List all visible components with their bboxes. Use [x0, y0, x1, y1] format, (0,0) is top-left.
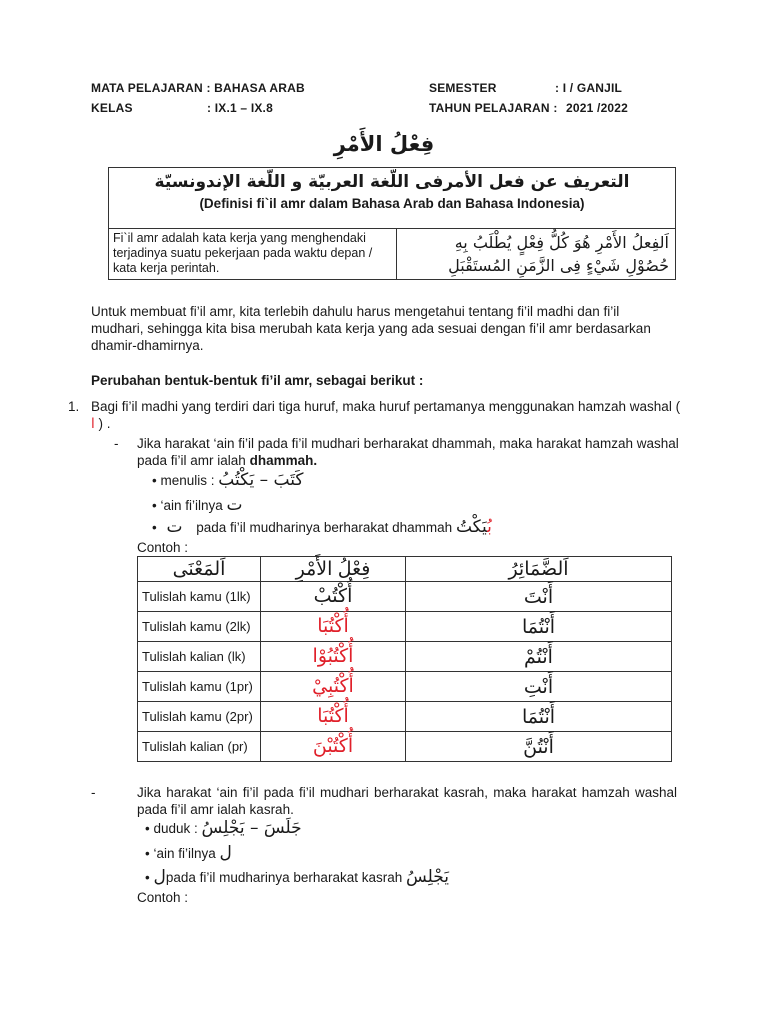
cell-meaning: Tulislah kalian (lk) — [138, 642, 261, 672]
table-header-row — [138, 557, 672, 582]
bullet-arabic: ت — [226, 495, 243, 515]
year-value: 2021 /2022 — [566, 101, 629, 115]
cell-amr — [261, 612, 406, 642]
definition-id-text: Fi`il amr adalah kata kerja yang menghendaki terjadinya suatu pekerjaan pada waktu depan / kata kerja perintah. — [113, 231, 373, 275]
cell-amr — [261, 582, 406, 612]
definition-heading-cell — [109, 168, 676, 229]
point1-end: ) . — [98, 416, 111, 431]
table-row — [138, 732, 672, 762]
definition-ar-line1: اَلفِعلُ الأَمْرِ هُوَ كُلُّ فِعْلٍ يُطْلَبُ بِهِ — [454, 233, 669, 252]
rule1-contoh: Contoh : — [137, 540, 189, 555]
bullet-label: menulis : — [160, 473, 215, 488]
cell-amr — [261, 732, 406, 762]
rule1-dash: - — [114, 436, 119, 451]
bullet-arabic-lead: ل — [153, 867, 166, 887]
bullet-arabic-red: بُ — [487, 517, 492, 537]
cell-amr — [261, 672, 406, 702]
rule1-bullet-1: • menulis : كَتَبَ – يَكْتُبُ — [152, 470, 304, 490]
rule1-bullet-3: • ت pada fi’il mudharinya berharakat dhammah بُيَكْتُ — [152, 517, 492, 537]
header-meaning: اَلمَعْنَى — [138, 557, 261, 582]
section-heading: Perubahan bentuk-bentuk fi’il amr, sebagai berikut : — [91, 373, 424, 388]
rule2-dash: - — [91, 785, 96, 800]
table-row — [138, 702, 672, 732]
table-row — [138, 672, 672, 702]
definition-id-cell — [109, 229, 397, 280]
year-label: TAHUN PELAJARAN : — [429, 101, 558, 115]
cell-meaning: Tulislah kalian (pr) — [138, 732, 261, 762]
cell-pronoun: أَنْتَ — [406, 582, 672, 612]
rule2-bullet-1: • duduk : جَلَسَ – يَجْلِسُ — [145, 818, 302, 838]
cell-meaning: Tulislah kamu (2pr) — [138, 702, 261, 732]
definition-table — [108, 167, 676, 280]
header-amr: فِعْلُ الأَمْرِ — [261, 557, 406, 582]
class-value: : IX.1 – IX.8 — [207, 101, 273, 115]
bullet-label: pada fi’il mudharinya berharakat kasrah — [165, 870, 403, 885]
intro-paragraph: Untuk membuat fi’il amr, kita terlebih dahulu harus mengetahui tentang fi’il madhi dan fi’il mudhari, sehingga kita bisa merubah kata kerja yang ada sesuai dengan fi’il amr berdasarkan dhamir-dhamirnya. — [91, 304, 651, 353]
semester-value: : I / GANJIL — [555, 81, 623, 95]
table-row — [138, 642, 672, 672]
amr-word: أُكْتُبْ — [313, 585, 353, 607]
cell-pronoun: أَنْتُمْ — [406, 642, 672, 672]
subject-label: MATA PELAJARAN : BAHASA ARAB — [91, 81, 305, 95]
header-pronoun: اَلضَّمَائِرُ — [406, 557, 672, 582]
amr-word: أُكْتُبَا — [317, 615, 349, 637]
rule2-bullet-2: • ‘ain fi’ilnya ل — [145, 843, 232, 863]
cell-pronoun: أَنْتِ — [406, 672, 672, 702]
bullet-arabic-stem: يَكْتُ — [455, 517, 488, 537]
amr-word: أُكْتُبُوْا — [312, 645, 354, 667]
point1-number: 1. — [68, 399, 80, 414]
bullet-arabic: ل — [219, 843, 232, 863]
rule2-text: Jika harakat ‘ain fi’il pada fi’il mudhari berharakat kasrah, maka harakat hamzah washal pada fi’il amr ialah kasrah. — [137, 785, 677, 817]
definition-heading-id: (Definisi fi`il amr dalam Bahasa Arab dan Bahasa Indonesia) — [199, 196, 585, 211]
table-row — [138, 612, 672, 642]
bullet-label: duduk : — [153, 821, 198, 836]
cell-meaning: Tulislah kamu (1lk) — [138, 582, 261, 612]
definition-ar-cell — [397, 229, 676, 280]
amr-word: أُكْتُبْنَ — [312, 735, 354, 757]
bullet-arabic: جَلَسَ – يَجْلِسُ — [201, 818, 302, 838]
rule2-bullet-3: • لpada fi’il mudharinya berharakat kasrah يَجْلِسُ — [145, 867, 450, 887]
class-label: KELAS — [91, 101, 133, 115]
rule1-bullet-2: • ‘ain fi’ilnya ت — [152, 495, 243, 515]
point1-body: Bagi fi’il madhi yang terdiri dari tiga huruf, maka huruf pertamanya menggunakan hamzah washal ( — [91, 399, 681, 414]
bullet-label: ‘ain fi’ilnya — [153, 846, 216, 861]
rule1-body: Jika harakat ‘ain fi’il pada fi’il mudhari berharakat dhammah, maka harakat hamzah washal pada fi’il amr ialah — [137, 436, 679, 468]
definition-ar-line2: حُصُوْلِ شَيْءٍ فِى الزَّمَنِ المُستَقْبَلِ — [448, 256, 669, 275]
table-row — [138, 582, 672, 612]
semester-label: SEMESTER — [429, 81, 497, 95]
cell-amr — [261, 642, 406, 672]
point1-text — [91, 398, 681, 433]
cell-pronoun: أَنْتُمَا — [406, 612, 672, 642]
bullet-label: pada fi’il mudharinya berharakat dhammah — [196, 520, 453, 535]
hamzah-washal-letter: ا — [91, 416, 95, 432]
bullet-arabic-lead: ت — [166, 517, 183, 537]
bullet-arabic-end: يَجْلِسُ — [406, 867, 450, 887]
definition-heading-ar: التعريف عن فعل الأمرفى اللّغة العربيّة و اللّغة الإندونسيّة — [154, 172, 630, 192]
rule1-bold: dhammah. — [249, 453, 318, 468]
cell-meaning: Tulislah kamu (1pr) — [138, 672, 261, 702]
cell-amr — [261, 702, 406, 732]
rule2-contoh: Contoh : — [137, 890, 189, 905]
rule1-text — [137, 435, 682, 469]
cell-pronoun: أَنْتُنَّ — [406, 732, 672, 762]
amr-word: أُكْتُبِيْ — [312, 675, 354, 697]
amr-word: أُكْتُبَا — [317, 705, 349, 727]
bullet-arabic: كَتَبَ – يَكْتُبُ — [218, 470, 304, 490]
page-title: فِعْلُ الأَمْرِ — [333, 132, 435, 156]
cell-pronoun: أَنْتُمَا — [406, 702, 672, 732]
bullet-label: ‘ain fi’ilnya — [160, 498, 223, 513]
amr-example-table — [137, 556, 672, 762]
cell-meaning: Tulislah kamu (2lk) — [138, 612, 261, 642]
